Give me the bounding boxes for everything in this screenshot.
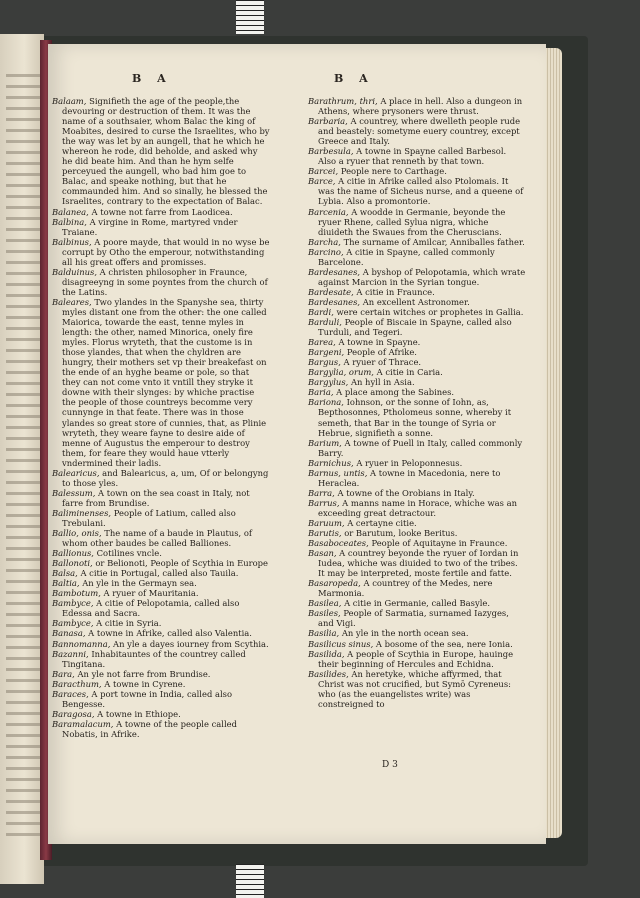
dictionary-entry [308,367,526,377]
ghost-text-line [6,800,40,803]
dictionary-entry [52,578,270,588]
headword: Baraces, [52,688,92,699]
definition: A towne of the people called Nobatis, in Afrike. [62,718,237,739]
definition: People of Afrike. [346,347,417,358]
definition: A towne in Cyrene. [104,678,186,689]
ghost-text-line [6,74,40,77]
headword: Barcenia, [308,206,352,217]
ghost-text-line [6,547,40,550]
headword: Banasa, [52,628,89,639]
headword: Barutis, [308,528,345,539]
headword: Ballio, onis, [52,528,105,539]
dictionary-entry [308,357,526,367]
dictionary-entry [308,458,526,468]
definition: were certain witches or prophetes in Gallia. [336,306,524,317]
ghost-text-line [6,382,40,385]
headword: Bambyce, [52,598,97,609]
headword: Bara, [52,668,78,679]
dictionary-entry [52,639,270,649]
headword: Baltia, [52,578,83,589]
definition: An excellent Astronomer. [362,296,470,307]
definition: A virgine in Rome, martyred vnder Traiane. [62,216,238,237]
ghost-text-line [6,151,40,154]
ghost-text-line [6,569,40,572]
dictionary-entry [52,217,270,237]
dictionary-entry [52,568,270,578]
ghost-text-line [6,481,40,484]
measuring-scale-top [236,0,264,34]
ghost-text-line [6,173,40,176]
ghost-text-line [6,195,40,198]
headword: Baragosa, [52,708,98,719]
dictionary-entry [52,628,270,638]
definition: A countrey beyonde the ryuer of Iordan in Iudea, whiche was diuided to two of the tribes. It may be interpreted, moste fertile and fatte. [318,548,519,579]
dictionary-entry [308,317,526,337]
ghost-text-line [6,349,40,352]
ghost-text-line [6,162,40,165]
dictionary-entry [52,588,270,598]
ghost-text-line [6,107,40,110]
headword: Bardi, [308,306,337,317]
headword: Basilicus sinus, [308,638,376,649]
headword: Bargylus, [308,377,351,388]
dictionary-entry [308,518,526,528]
dictionary-entry [308,307,526,317]
headword: Bariona, [308,397,347,408]
definition: A place in hell. Also a dungeon in Athens, where prysoners were thrust. [318,96,523,117]
dictionary-entry [52,528,270,548]
dictionary-entry [52,598,270,618]
dictionary-entry [52,548,270,558]
headword: Baruum, [308,517,348,528]
definition: An yle not farre from Brundise. [77,668,211,679]
definition: A citie in Germanie, called Basyle. [344,598,490,609]
ghost-text-line [6,459,40,462]
headword: Basaboceates, [308,538,372,549]
definition: People of Sarmatia, surnamed Iazyges, and Vigi. [318,608,509,629]
dictionary-entry [52,649,270,669]
dictionary-entry [52,558,270,568]
definition: A certayne citie. [347,517,417,528]
definition: A manns name in Horace, whiche was an exceeding great detractour. [318,497,518,518]
definition: A port towne in India, called also Bengesse. [62,688,232,709]
headword: Barduli, [308,317,345,328]
dictionary-entry [308,438,526,458]
dictionary-entry [308,96,526,116]
headword: Baria, [308,387,337,398]
dictionary-entry [52,468,270,488]
headword: Barbaria, [308,116,351,127]
ghost-text-line [6,668,40,671]
dictionary-entry [308,237,526,247]
dictionary-entry [308,598,526,608]
dictionary-entry [52,237,270,267]
headword: Bardesanes, [308,296,363,307]
definition: A towne not farre from Laodicea. [91,206,233,217]
dictionary-entry [52,618,270,628]
ghost-text-line [6,492,40,495]
headword: Baramalacum, [52,718,117,729]
definition: A poore mayde, that would in no wyse be corrupt by Otho the emperour, notwithstanding all his great offers and promisses. [62,236,270,267]
ghost-text-line [6,239,40,242]
headword: Barcino, [308,246,347,257]
dictionary-entry [52,488,270,508]
ghost-text-line [6,283,40,286]
definition: A byshop of Pelopotamia, which wrate against Marcion in the Syrian tongue. [318,266,526,287]
headword: Ballonoti, [52,558,96,569]
ghost-text-line [6,712,40,715]
ghost-text-line [6,635,40,638]
ghost-text-line [6,701,40,704]
definition: A bosome of the sea, nere Ionia. [375,638,513,649]
definition: A ryuer in Peloponnesus. [356,457,463,468]
ghost-text-line [6,580,40,583]
headword: Bargylia, orum, [308,367,377,378]
ghost-text-line [6,536,40,539]
definition: Two ylandes in the Spanyshe sea, thirty myles distant one from the other: the one called Maiorica, towarde the east, tenne myles in length: the other, named Minorica, onely fire myles. Florus wryteth, that the custome is in those ylandes, that when the chyldren are hungry, their mothers set vp their breakefast on the ende of an hyghe beame or pole, so that they can not come vnto it vntill they stryke it downe with their slynges: by whiche practise the people of those countreys becomme very cunnynge in that feate. There was in those ylandes so great store of cunnies, that, as Plinie wryteth, they weare fayne to desire aide of menne of Augustus the emperour to destroy them, for feare they would haue vtterly vndermined their ladis. [62,296,267,468]
ghost-text-line [6,833,40,836]
definition: or Belionoti, People of Scythia in Europe [95,558,268,569]
headword: Balanea, [52,206,92,217]
ghost-text-line [6,602,40,605]
ghost-text-line [6,624,40,627]
dictionary-entry [308,548,526,578]
headword: Basiles, [308,608,344,619]
dictionary-entry [308,176,526,206]
ghost-text-line [6,261,40,264]
ghost-text-line [6,371,40,374]
ghost-text-line [6,272,40,275]
ghost-text-line [6,305,40,308]
definition: A christen philosopher in Fraunce, disagreeyng in some poyntes from the church of the Latins. [62,266,268,297]
headword: Barcha, [308,236,344,247]
dictionary-entry [52,669,270,679]
dictionary-entry [308,347,526,357]
definition: A towne in Ethiope. [97,708,181,719]
headword: Baracthum, [52,678,105,689]
definition: A citie in Fraunce. [356,286,435,297]
headword: Basilia, [308,628,342,639]
ghost-text-line [6,426,40,429]
dictionary-entry [52,689,270,709]
dictionary-entry [52,508,270,528]
ghost-text-line [6,338,40,341]
ghost-text-line [6,184,40,187]
definition: A towne of Puell in Italy, called commonly Barry. [318,437,523,458]
headword: Balessum, [52,487,99,498]
headword: Barathrum, thri, [308,96,381,106]
headword: Barium, [308,437,345,448]
headword: Balsa, [52,568,81,579]
definition: and Balearicus, a, um, Of or belongyng to those yles. [62,467,269,488]
ghost-text-line [6,360,40,363]
dictionary-entry [308,297,526,307]
ghost-text-line [6,745,40,748]
ghost-text-line [6,811,40,814]
dictionary-entry [308,166,526,176]
ghost-text-line [6,85,40,88]
headword: Barea, [308,337,339,348]
definition: A ryuer of Mauritania. [103,588,199,599]
ghost-text-line [6,404,40,407]
dictionary-entry [308,628,526,638]
definition: A towne of the Orobians in Italy. [337,487,475,498]
headword: Barnus, untis, [308,467,371,478]
dictionary-entry [308,287,526,297]
definition: A citie in Afrike called also Ptolomais. It was the name of Sicheus nurse, and a queene of Lybia. Also a promontorie. [318,176,524,207]
definition: A citie in Portugal, called also Tauila. [80,568,239,579]
left-column [52,96,270,739]
headword: Baleares, [52,296,95,307]
ghost-text-line [6,96,40,99]
dictionary-entry [52,709,270,719]
ghost-text-line [6,789,40,792]
headword: Basilida, [308,648,348,659]
ghost-text-line [6,250,40,253]
dictionary-entry [308,267,526,287]
dictionary-entry [52,297,270,468]
definition: An hyll in Asia. [350,377,415,388]
ghost-text-line [6,118,40,121]
ghost-text-line [6,514,40,517]
ghost-text-line [6,415,40,418]
dictionary-entry [52,679,270,689]
book-page [48,44,546,844]
left-page-edge [0,34,44,884]
headword: Ballionus, [52,548,97,559]
definition: Signifieth the age of the people,the devouring or destruction of them. It was the name of a southsaier, whom Balac the king of Moabites, desired to curse the Israelites, who by the way was let by an aungell, that he which he whereon he rode, did beholde, and asked why he did beate him. And than he hym selfe perceyued the aungell, who bad him goe to Balac, and speake nothing, but that he commaunded him. And so sinally, he blessed the Israelites, contrary to the expectation of Balac. [62,96,270,207]
headword: Balearicus, [52,467,103,478]
dictionary-entry [308,387,526,397]
dictionary-entry [308,488,526,498]
headword: Barrus, [308,497,343,508]
headword: Bardesanes, [308,266,363,277]
definition: A countrey of the Medes, nere Marmonia. [318,578,493,599]
right-column [308,96,526,709]
definition: A towne in Macedonia, nere to Heraclea. [318,467,501,488]
headword: Barcei, [308,166,341,177]
dictionary-entry [308,669,526,709]
definition: A citie in Spayne, called commonly Barcelone. [318,246,495,267]
definition: A ryuer of Thrace. [343,357,422,368]
dictionary-entry [52,207,270,217]
dictionary-entry [308,377,526,387]
ghost-text-line [6,140,40,143]
definition: A towne in Afrike, called also Valentia. [88,628,252,639]
definition: The surname of Amilcar, Anniballes father. [343,236,525,247]
dictionary-entry [308,116,526,146]
dictionary-entry [308,146,526,166]
ghost-text-line [6,591,40,594]
dictionary-entry [52,96,270,207]
ghost-text-line [6,778,40,781]
definition: A place among the Sabines. [336,387,455,398]
dictionary-entry [308,247,526,267]
signature-mark: D 3 [382,760,398,770]
definition: An yle in the north ocean sea. [341,628,469,639]
ghost-text-line [6,316,40,319]
definition: A citie in Caria. [376,367,443,378]
ghost-text-line [6,822,40,825]
headword: Barra, [308,487,338,498]
dictionary-entry [308,578,526,598]
headword: Basilides, [308,668,352,679]
definition: An yle a dayes iourney from Scythia. [113,638,269,649]
definition: Cotilines vncle. [96,548,162,559]
dictionary-entry [308,608,526,628]
headword: Bannomanna, [52,638,114,649]
ghost-text-line [6,470,40,473]
headword: Bargeni, [308,347,347,358]
definition: A citie of Pelopotamia, called also Edessa and Sacra. [62,598,240,619]
headword: Basan, [308,548,340,559]
dictionary-entry [308,468,526,488]
dictionary-entry [308,528,526,538]
definition: People of Aquitayne in Fraunce. [371,538,508,549]
ghost-text-line [6,723,40,726]
running-head-right: B A [334,72,374,85]
dictionary-entry [52,719,270,739]
headword: Bargus, [308,357,344,368]
ghost-text-line [6,679,40,682]
dictionary-entry [308,498,526,518]
ghost-text-line [6,206,40,209]
ghost-text-line [6,294,40,297]
headword: Balaam, [52,96,90,106]
ghost-text-line [6,217,40,220]
dictionary-entry [308,538,526,548]
ghost-text-line [6,525,40,528]
dictionary-entry [308,337,526,347]
headword: Barbesula, [308,146,357,157]
definition: or Barutum, looke Beritus. [344,528,458,539]
definition: People of Biscaie in Spayne, called also Turduli, and Tegeri. [318,317,512,338]
headword: Basilea, [308,598,345,609]
measuring-scale-bottom [236,864,264,898]
ghost-text-line [6,503,40,506]
dictionary-entry [308,207,526,237]
ghost-text-line [6,767,40,770]
definition: A citie in Syria. [96,618,162,629]
headword: Basaropeda, [308,578,364,589]
definition: Inhabitauntes of the countrey called Tingitana. [62,648,246,669]
ghost-text-line [6,690,40,693]
definition: The name of a baude in Plautus, of whom other baudes be called Balliones. [62,528,252,549]
definition: A towne in Spayne called Barbesol. Also a ryuer that renneth by that town. [318,146,507,167]
headword: Baliminenses, [52,507,114,518]
ghost-text-line [6,756,40,759]
ghost-text-line [6,437,40,440]
headword: Bambotum, [52,588,104,599]
ghost-text-line [6,129,40,132]
dictionary-entry [308,397,526,437]
definition: People nere to Carthage. [340,166,447,177]
ghost-text-line [6,646,40,649]
headword: Bardesate, [308,286,357,297]
ghost-text-line [6,393,40,396]
definition: A countrey, where dwelleth people rude and beastely: sometyme euery countrey, except Greece and Italy. [318,116,521,147]
definition: A town on the sea coast in Italy, not farre from Brundise. [62,487,250,508]
headword: Balbina, [52,216,90,227]
definition: An heretyke, whiche affyrmed, that Christ was not crucified, but Symō Cyreneus: who (as the euangelistes write) was constreigned to [318,668,511,709]
definition: People of Latium, called also Trebulani. [62,507,236,528]
headword: Balduinus, [52,266,100,277]
headword: Barce, [308,176,339,187]
headword: Bazanni, [52,648,92,659]
ghost-text-line [6,613,40,616]
ghost-text-line [6,327,40,330]
definition: An yle in the Germayn sea. [82,578,197,589]
definition: A people of Scythia in Europe, hauinge their beginning of Hercules and Echidna. [318,648,514,669]
definition: A woodde in Germanie, beyonde the ryuer Rhene, called Sylua nigra, whiche diuideth the Swaues from the Cheruscians. [318,206,506,237]
definition: A towne in Spayne. [338,337,421,348]
definition: Iohnson, or the sonne of Iohn, as, Bepthosonnes, Ptholomeus sonne, whereby it semeth, that Bar in the tounge of Syria or Hebrue, signifieth a sonne. [318,397,512,438]
ghost-text-line [6,734,40,737]
ghost-text-line [6,228,40,231]
dictionary-entry [308,649,526,669]
dictionary-entry [308,639,526,649]
dictionary-entry [52,267,270,297]
headword: Balbinus, [52,236,95,247]
ghost-text-line [6,558,40,561]
running-head-left: B A [132,72,172,85]
ghost-text-line [6,448,40,451]
headword: Bambyce, [52,618,97,629]
headword: Barnichus, [308,457,357,468]
ghost-text-line [6,657,40,660]
